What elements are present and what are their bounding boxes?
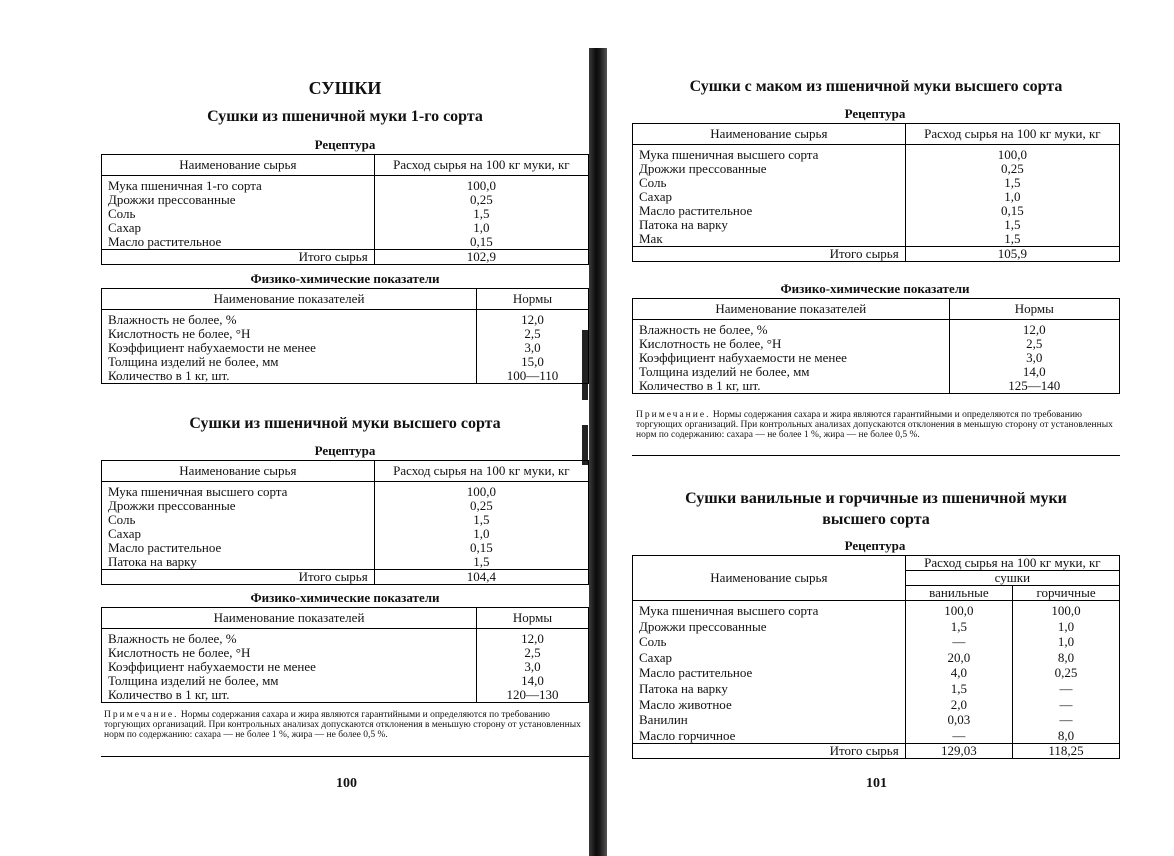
- item-name: Соль: [102, 207, 375, 221]
- item-name: Соль: [633, 634, 906, 650]
- column-header: Расход сырья на 100 кг муки, кг: [905, 124, 1119, 145]
- item-name: Дрожжи прессованные: [633, 162, 906, 176]
- item-name: Коэффициент набухаемости не менее: [102, 660, 477, 674]
- table-row: [633, 320, 1120, 338]
- note: [636, 410, 1116, 440]
- item-value: 1,0: [905, 190, 1119, 204]
- section-title-line2: высшего сорта: [822, 511, 930, 528]
- table-row: [633, 650, 1120, 666]
- phys-table: [101, 288, 589, 384]
- note-bottom-rule: [632, 455, 1120, 456]
- column-header: Нормы: [949, 299, 1119, 320]
- table-row: [633, 379, 1120, 394]
- table-row: [102, 310, 589, 328]
- total-value: 102,9: [374, 250, 588, 265]
- total-label: Итого сырья: [633, 744, 906, 759]
- item-name: Толщина изделий не более, мм: [633, 365, 950, 379]
- item-value: 100,0: [374, 176, 588, 194]
- item-name: Количество в 1 кг, шт.: [102, 369, 477, 384]
- table-header-row: [102, 155, 589, 176]
- item-value: 1,5: [905, 619, 1012, 635]
- section-title: Сушки из пшеничной муки 1-го сорта: [207, 108, 483, 125]
- table-row: [633, 681, 1120, 697]
- table-row: [102, 176, 589, 194]
- item-value: 15,0: [476, 355, 588, 369]
- item-value: 2,5: [476, 327, 588, 341]
- item-name: Влажность не более, %: [633, 320, 950, 338]
- item-value: 12,0: [949, 320, 1119, 338]
- item-name: Дрожжи прессованные: [102, 193, 375, 207]
- item-name: Ванилин: [633, 712, 906, 728]
- item-value: 0,25: [1013, 665, 1120, 681]
- main-title: СУШКИ: [308, 78, 382, 98]
- table-row: [102, 221, 589, 235]
- column-header: Наименование сырья: [102, 155, 375, 176]
- column-group-header: сушки: [905, 571, 1119, 586]
- table-total-row: [102, 570, 589, 585]
- item-value: 0,15: [374, 235, 588, 250]
- table-row: [633, 337, 1120, 351]
- table-total-row: [633, 744, 1120, 759]
- item-value: 3,0: [476, 341, 588, 355]
- item-value: 3,0: [949, 351, 1119, 365]
- column-header: Наименование сырья: [633, 556, 906, 601]
- recipe-table: [101, 154, 589, 265]
- table-row: [633, 176, 1120, 190]
- total-value: 105,9: [905, 247, 1119, 262]
- table-row: [102, 327, 589, 341]
- page-number: 100: [336, 776, 357, 791]
- table-row: [102, 688, 589, 703]
- recipe-table-two-columns: [632, 555, 1120, 759]
- table-row: [633, 728, 1120, 744]
- item-value: 8,0: [1013, 728, 1120, 744]
- table-row: [102, 499, 589, 513]
- total-value: 104,4: [374, 570, 588, 585]
- item-value: 4,0: [905, 665, 1012, 681]
- item-value: 100,0: [905, 601, 1012, 619]
- item-name: Количество в 1 кг, шт.: [633, 379, 950, 394]
- table-row: [102, 527, 589, 541]
- table-row: [633, 145, 1120, 163]
- item-value: 1,5: [374, 513, 588, 527]
- item-name: Сахар: [102, 527, 375, 541]
- item-name: Масло растительное: [102, 235, 375, 250]
- item-name: Толщина изделий не более, мм: [102, 355, 477, 369]
- table-row: [102, 555, 589, 570]
- item-value: 0,25: [374, 193, 588, 207]
- item-name: Патока на варку: [633, 218, 906, 232]
- item-value: 100,0: [905, 145, 1119, 163]
- total-label: Итого сырья: [102, 570, 375, 585]
- table-row: [633, 697, 1120, 713]
- recipe-table: [632, 123, 1120, 262]
- item-name: Патока на варку: [102, 555, 375, 570]
- item-name: Сахар: [633, 650, 906, 666]
- recipe-label: Рецептура: [844, 106, 906, 121]
- section-title: Сушки с маком из пшеничной муки высшего сорта: [689, 78, 1063, 95]
- book-spine: [589, 48, 607, 856]
- item-value: 1,0: [374, 221, 588, 235]
- recipe-label: Рецептура: [844, 538, 906, 553]
- item-name: Коэффициент набухаемости не менее: [633, 351, 950, 365]
- table-header-row: [102, 461, 589, 482]
- item-name: Кислотность не более, °Н: [102, 327, 477, 341]
- phys-table: [101, 607, 589, 703]
- table-header-row: [633, 556, 1120, 571]
- table-total-row: [102, 250, 589, 265]
- note: [104, 710, 586, 740]
- table-row: [633, 190, 1120, 204]
- total-value: 129,03: [905, 744, 1012, 759]
- item-name: Патока на варку: [633, 681, 906, 697]
- item-value: —: [1013, 712, 1120, 728]
- table-row: [102, 207, 589, 221]
- item-name: Мука пшеничная 1-го сорта: [102, 176, 375, 194]
- item-value: —: [905, 634, 1012, 650]
- note-word: Примечание.: [636, 410, 711, 420]
- item-name: Толщина изделий не более, мм: [102, 674, 477, 688]
- table-row: [633, 232, 1120, 247]
- phys-label: Физико-химические показатели: [250, 271, 440, 286]
- item-value: 1,5: [905, 218, 1119, 232]
- item-value: 100—110: [476, 369, 588, 384]
- item-value: 2,5: [476, 646, 588, 660]
- table-row: [102, 369, 589, 384]
- item-value: 2,0: [905, 697, 1012, 713]
- note-text: Нормы содержания сахара и жира являются гарантийными и определяются по требованию торгующих организаций. При контрольных анализах допускаются отклонения в меньшую сторону от установленных норм по содержанию: сахара — не более 1 %, жира — не более 0,5 %.: [636, 410, 1113, 440]
- total-label: Итого сырья: [633, 247, 906, 262]
- column-header: Наименование сырья: [102, 461, 375, 482]
- item-value: 3,0: [476, 660, 588, 674]
- item-value: 0,15: [905, 204, 1119, 218]
- item-name: Дрожжи прессованные: [633, 619, 906, 635]
- item-value: 1,0: [1013, 619, 1120, 635]
- table-row: [102, 541, 589, 555]
- table-row: [102, 235, 589, 250]
- item-value: 0,15: [374, 541, 588, 555]
- item-name: Мука пшеничная высшего сорта: [102, 482, 375, 500]
- column-header: Наименование показателей: [633, 299, 950, 320]
- item-value: 0,25: [905, 162, 1119, 176]
- item-value: 12,0: [476, 310, 588, 328]
- column-header: горчичные: [1013, 586, 1120, 601]
- item-value: 14,0: [949, 365, 1119, 379]
- column-header: Расход сырья на 100 кг муки, кг: [374, 461, 588, 482]
- item-value: 1,5: [374, 555, 588, 570]
- item-value: 120—130: [476, 688, 588, 703]
- total-label: Итого сырья: [102, 250, 375, 265]
- item-name: Коэффициент набухаемости не менее: [102, 341, 477, 355]
- table-header-row: [102, 608, 589, 629]
- item-value: 125—140: [949, 379, 1119, 394]
- item-name: Количество в 1 кг, шт.: [102, 688, 477, 703]
- table-row: [633, 619, 1120, 635]
- item-name: Влажность не более, %: [102, 629, 477, 647]
- column-header: Нормы: [476, 289, 588, 310]
- item-name: Масло растительное: [633, 204, 906, 218]
- table-row: [102, 355, 589, 369]
- table-row: [633, 351, 1120, 365]
- recipe-label: Рецептура: [314, 137, 376, 152]
- item-value: 1,0: [374, 527, 588, 541]
- item-value: 1,5: [905, 681, 1012, 697]
- table-row: [102, 482, 589, 500]
- note-bottom-rule: [101, 756, 589, 757]
- item-value: 0,03: [905, 712, 1012, 728]
- table-row: [633, 634, 1120, 650]
- table-row: [102, 341, 589, 355]
- column-header: Наименование показателей: [102, 608, 477, 629]
- table-row: [633, 162, 1120, 176]
- item-value: 100,0: [1013, 601, 1120, 619]
- total-value: 118,25: [1013, 744, 1120, 759]
- item-value: 14,0: [476, 674, 588, 688]
- table-row: [102, 193, 589, 207]
- item-value: 8,0: [1013, 650, 1120, 666]
- item-name: Сахар: [102, 221, 375, 235]
- table-row: [102, 629, 589, 647]
- item-value: 20,0: [905, 650, 1012, 666]
- item-name: Масло растительное: [633, 665, 906, 681]
- table-row: [633, 218, 1120, 232]
- note-word: Примечание.: [104, 710, 179, 720]
- table-header-row: [633, 299, 1120, 320]
- item-value: 100,0: [374, 482, 588, 500]
- item-name: Соль: [633, 176, 906, 190]
- item-value: 1,0: [1013, 634, 1120, 650]
- item-name: Масло животное: [633, 697, 906, 713]
- item-name: Дрожжи прессованные: [102, 499, 375, 513]
- table-row: [633, 365, 1120, 379]
- recipe-label: Рецептура: [314, 443, 376, 458]
- item-value: —: [905, 728, 1012, 744]
- item-name: Масло растительное: [102, 541, 375, 555]
- section-title: Сушки из пшеничной муки высшего сорта: [189, 415, 501, 432]
- table-row: [633, 712, 1120, 728]
- section-title: Сушки ванильные и горчичные из пшеничной муки: [685, 490, 1067, 507]
- item-value: —: [1013, 681, 1120, 697]
- item-name: Кислотность не более, °Н: [102, 646, 477, 660]
- phys-label: Физико-химические показатели: [780, 281, 970, 296]
- item-name: Соль: [102, 513, 375, 527]
- column-header: Наименование сырья: [633, 124, 906, 145]
- item-name: Сахар: [633, 190, 906, 204]
- table-row: [633, 665, 1120, 681]
- table-total-row: [633, 247, 1120, 262]
- item-name: Мука пшеничная высшего сорта: [633, 601, 906, 619]
- phys-label: Физико-химические показатели: [250, 590, 440, 605]
- item-value: 12,0: [476, 629, 588, 647]
- item-value: —: [1013, 697, 1120, 713]
- item-value: 1,5: [374, 207, 588, 221]
- table-row: [633, 204, 1120, 218]
- column-header: ванильные: [905, 586, 1012, 601]
- item-name: Мука пшеничная высшего сорта: [633, 145, 906, 163]
- item-value: 2,5: [949, 337, 1119, 351]
- table-row: [102, 674, 589, 688]
- table-row: [633, 601, 1120, 619]
- table-header-row: [633, 124, 1120, 145]
- item-value: 1,5: [905, 232, 1119, 247]
- phys-table: [632, 298, 1120, 394]
- column-header: Расход сырья на 100 кг муки, кг: [374, 155, 588, 176]
- item-name: Влажность не более, %: [102, 310, 477, 328]
- column-header: Расход сырья на 100 кг муки, кг: [905, 556, 1119, 571]
- column-header: Нормы: [476, 608, 588, 629]
- item-name: Мак: [633, 232, 906, 247]
- column-header: Наименование показателей: [102, 289, 477, 310]
- item-value: 0,25: [374, 499, 588, 513]
- note-text: Нормы содержания сахара и жира являются гарантийными и определяются по требованию торгующих организаций. При контрольных анализах допускаются отклонения в меньшую сторону от установленных норм по содержанию: сахара — не более 1 %, жира — не более 0,5 %.: [104, 710, 581, 740]
- item-value: 1,5: [905, 176, 1119, 190]
- page-number: 101: [866, 776, 887, 791]
- recipe-table: [101, 460, 589, 585]
- table-row: [102, 646, 589, 660]
- item-name: Кислотность не более, °Н: [633, 337, 950, 351]
- table-row: [102, 513, 589, 527]
- table-header-row: [102, 289, 589, 310]
- table-row: [102, 660, 589, 674]
- item-name: Масло горчичное: [633, 728, 906, 744]
